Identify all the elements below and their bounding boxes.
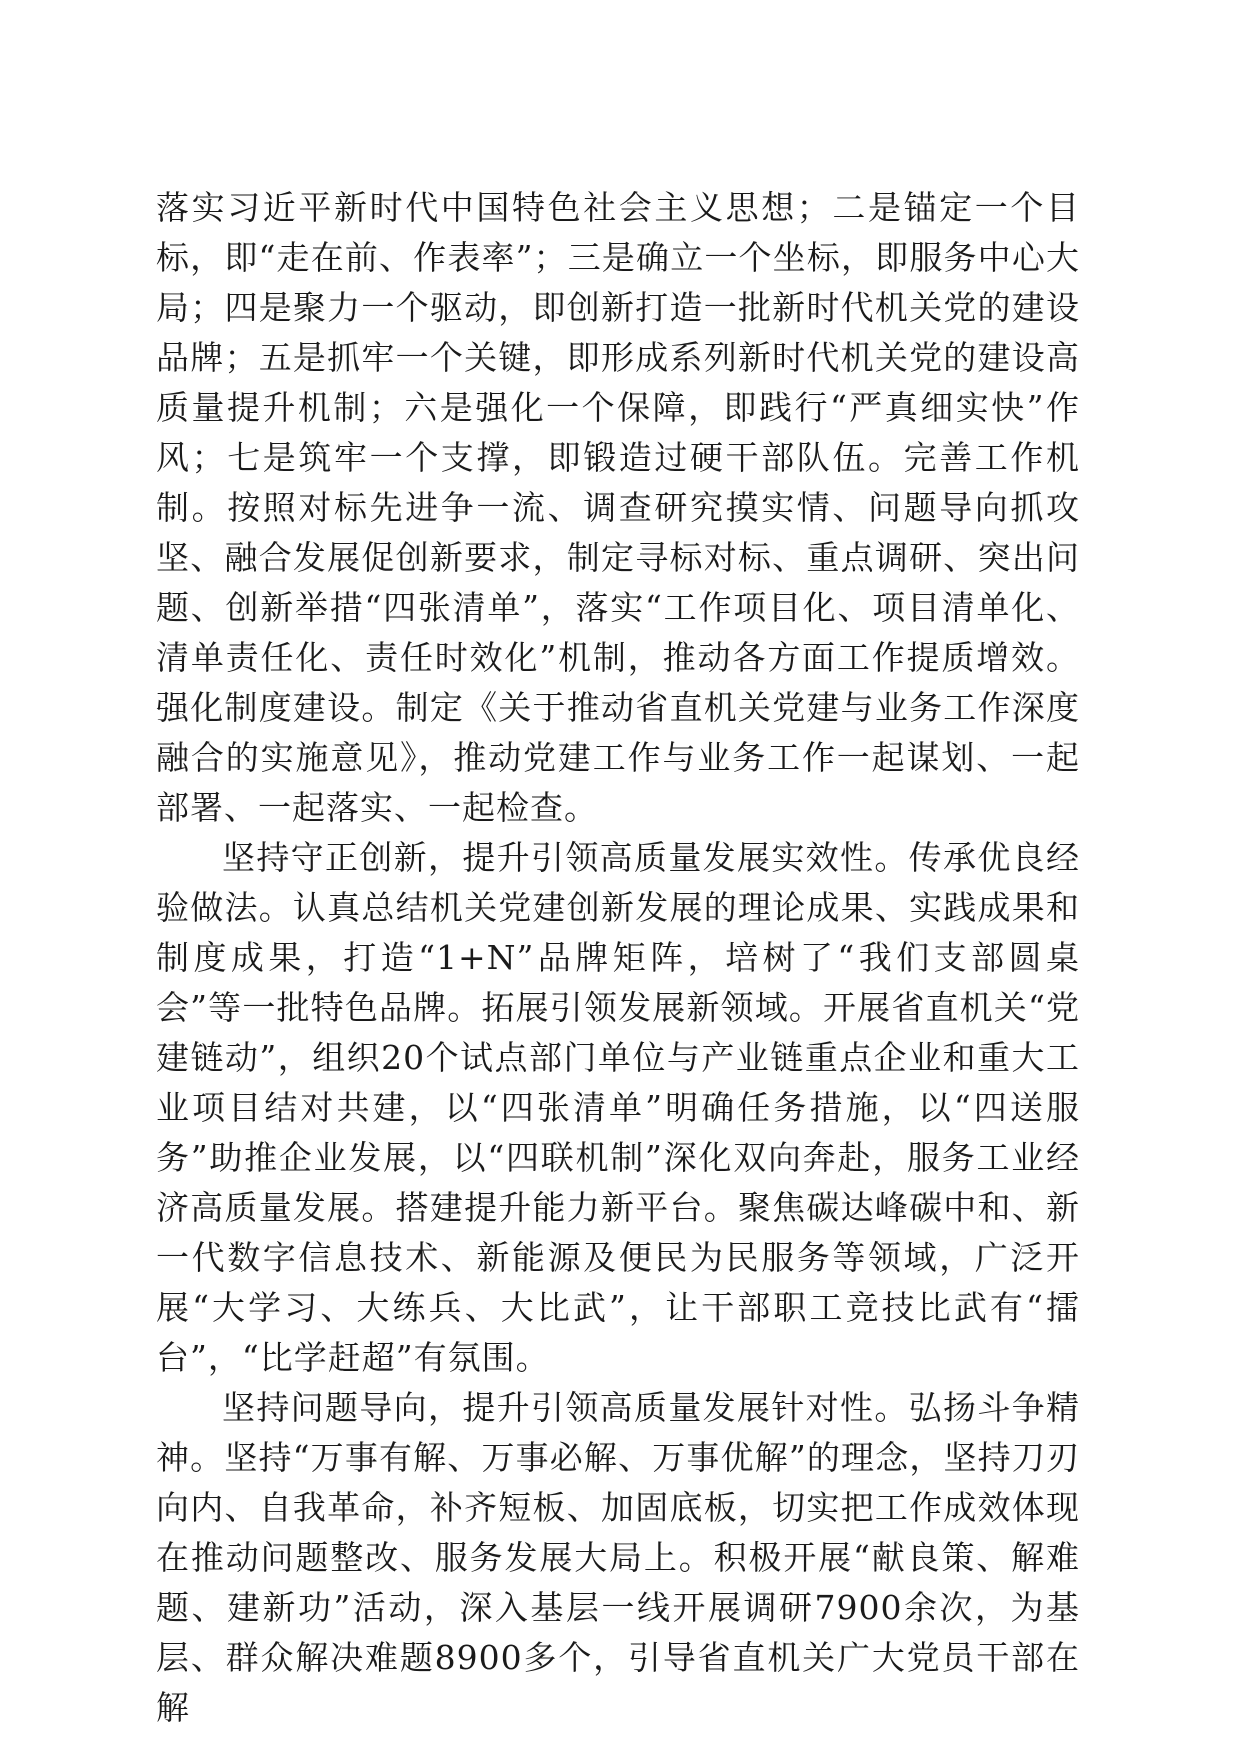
- paragraph-1: 落实习近平新时代中国特色社会主义思想；二是锚定一个目标，即“走在前、作表率”；三是确立一个坐标，即服务中心大局；四是聚力一个驱动，即创新打造一批新时代机关党的建设品牌；五是抓牢一个关键，即形成系列新时代机关党的建设高质量提升机制；六是强化一个保障，即践行“严真细实快”作风；七是筑牢一个支撑，即锻造过硬干部队伍。完善工作机制。按照对标先进争一流、调查研究摸实情、问题导向抓攻坚、融合发展促创新要求，制定寻标对标、重点调研、突出问题、创新举措“四张清单”，落实“工作项目化、项目清单化、清单责任化、责任时效化”机制，推动各方面工作提质增效。强化制度建设。制定《关于推动省直机关党建与业务工作深度融合的实施意见》，推动党建工作与业务工作一起谋划、一起部署、一起落实、一起检查。: [156, 188, 1080, 827]
- paragraph-2: 坚持守正创新，提升引领高质量发展实效性。传承优良经验做法。认真总结机关党建创新发展的理论成果、实践成果和制度成果，打造“1+N”品牌矩阵，培树了“我们支部圆桌会”等一批特色品牌。拓展引领发展新领域。开展省直机关“党建链动”，组织20个试点部门单位与产业链重点企业和重大工业项目结对共建，以“四张清单”明确任务措施，以“四送服务”助推企业发展，以“四联机制”深化双向奔赴，服务工业经济高质量发展。搭建提升能力新平台。聚焦碳达峰碳中和、新一代数字信息技术、新能源及便民为民服务等领域，广泛开展“大学习、大练兵、大比武”，让干部职工竞技比武有“擂台”，“比学赶超”有氛围。: [156, 838, 1080, 1377]
- paragraph-3: 坚持问题导向，提升引领高质量发展针对性。弘扬斗争精神。坚持“万事有解、万事必解、万事优解”的理念，坚持刀刃向内、自我革命，补齐短板、加固底板，切实把工作成效体现在推动问题整改、服务发展大局上。积极开展“献良策、解难题、建新功”活动，深入基层一线开展调研7900余次，为基层、群众解决难题8900多个，引导省直机关广大党员干部在解: [156, 1388, 1080, 1727]
- body-text: [156, 183, 1080, 1733]
